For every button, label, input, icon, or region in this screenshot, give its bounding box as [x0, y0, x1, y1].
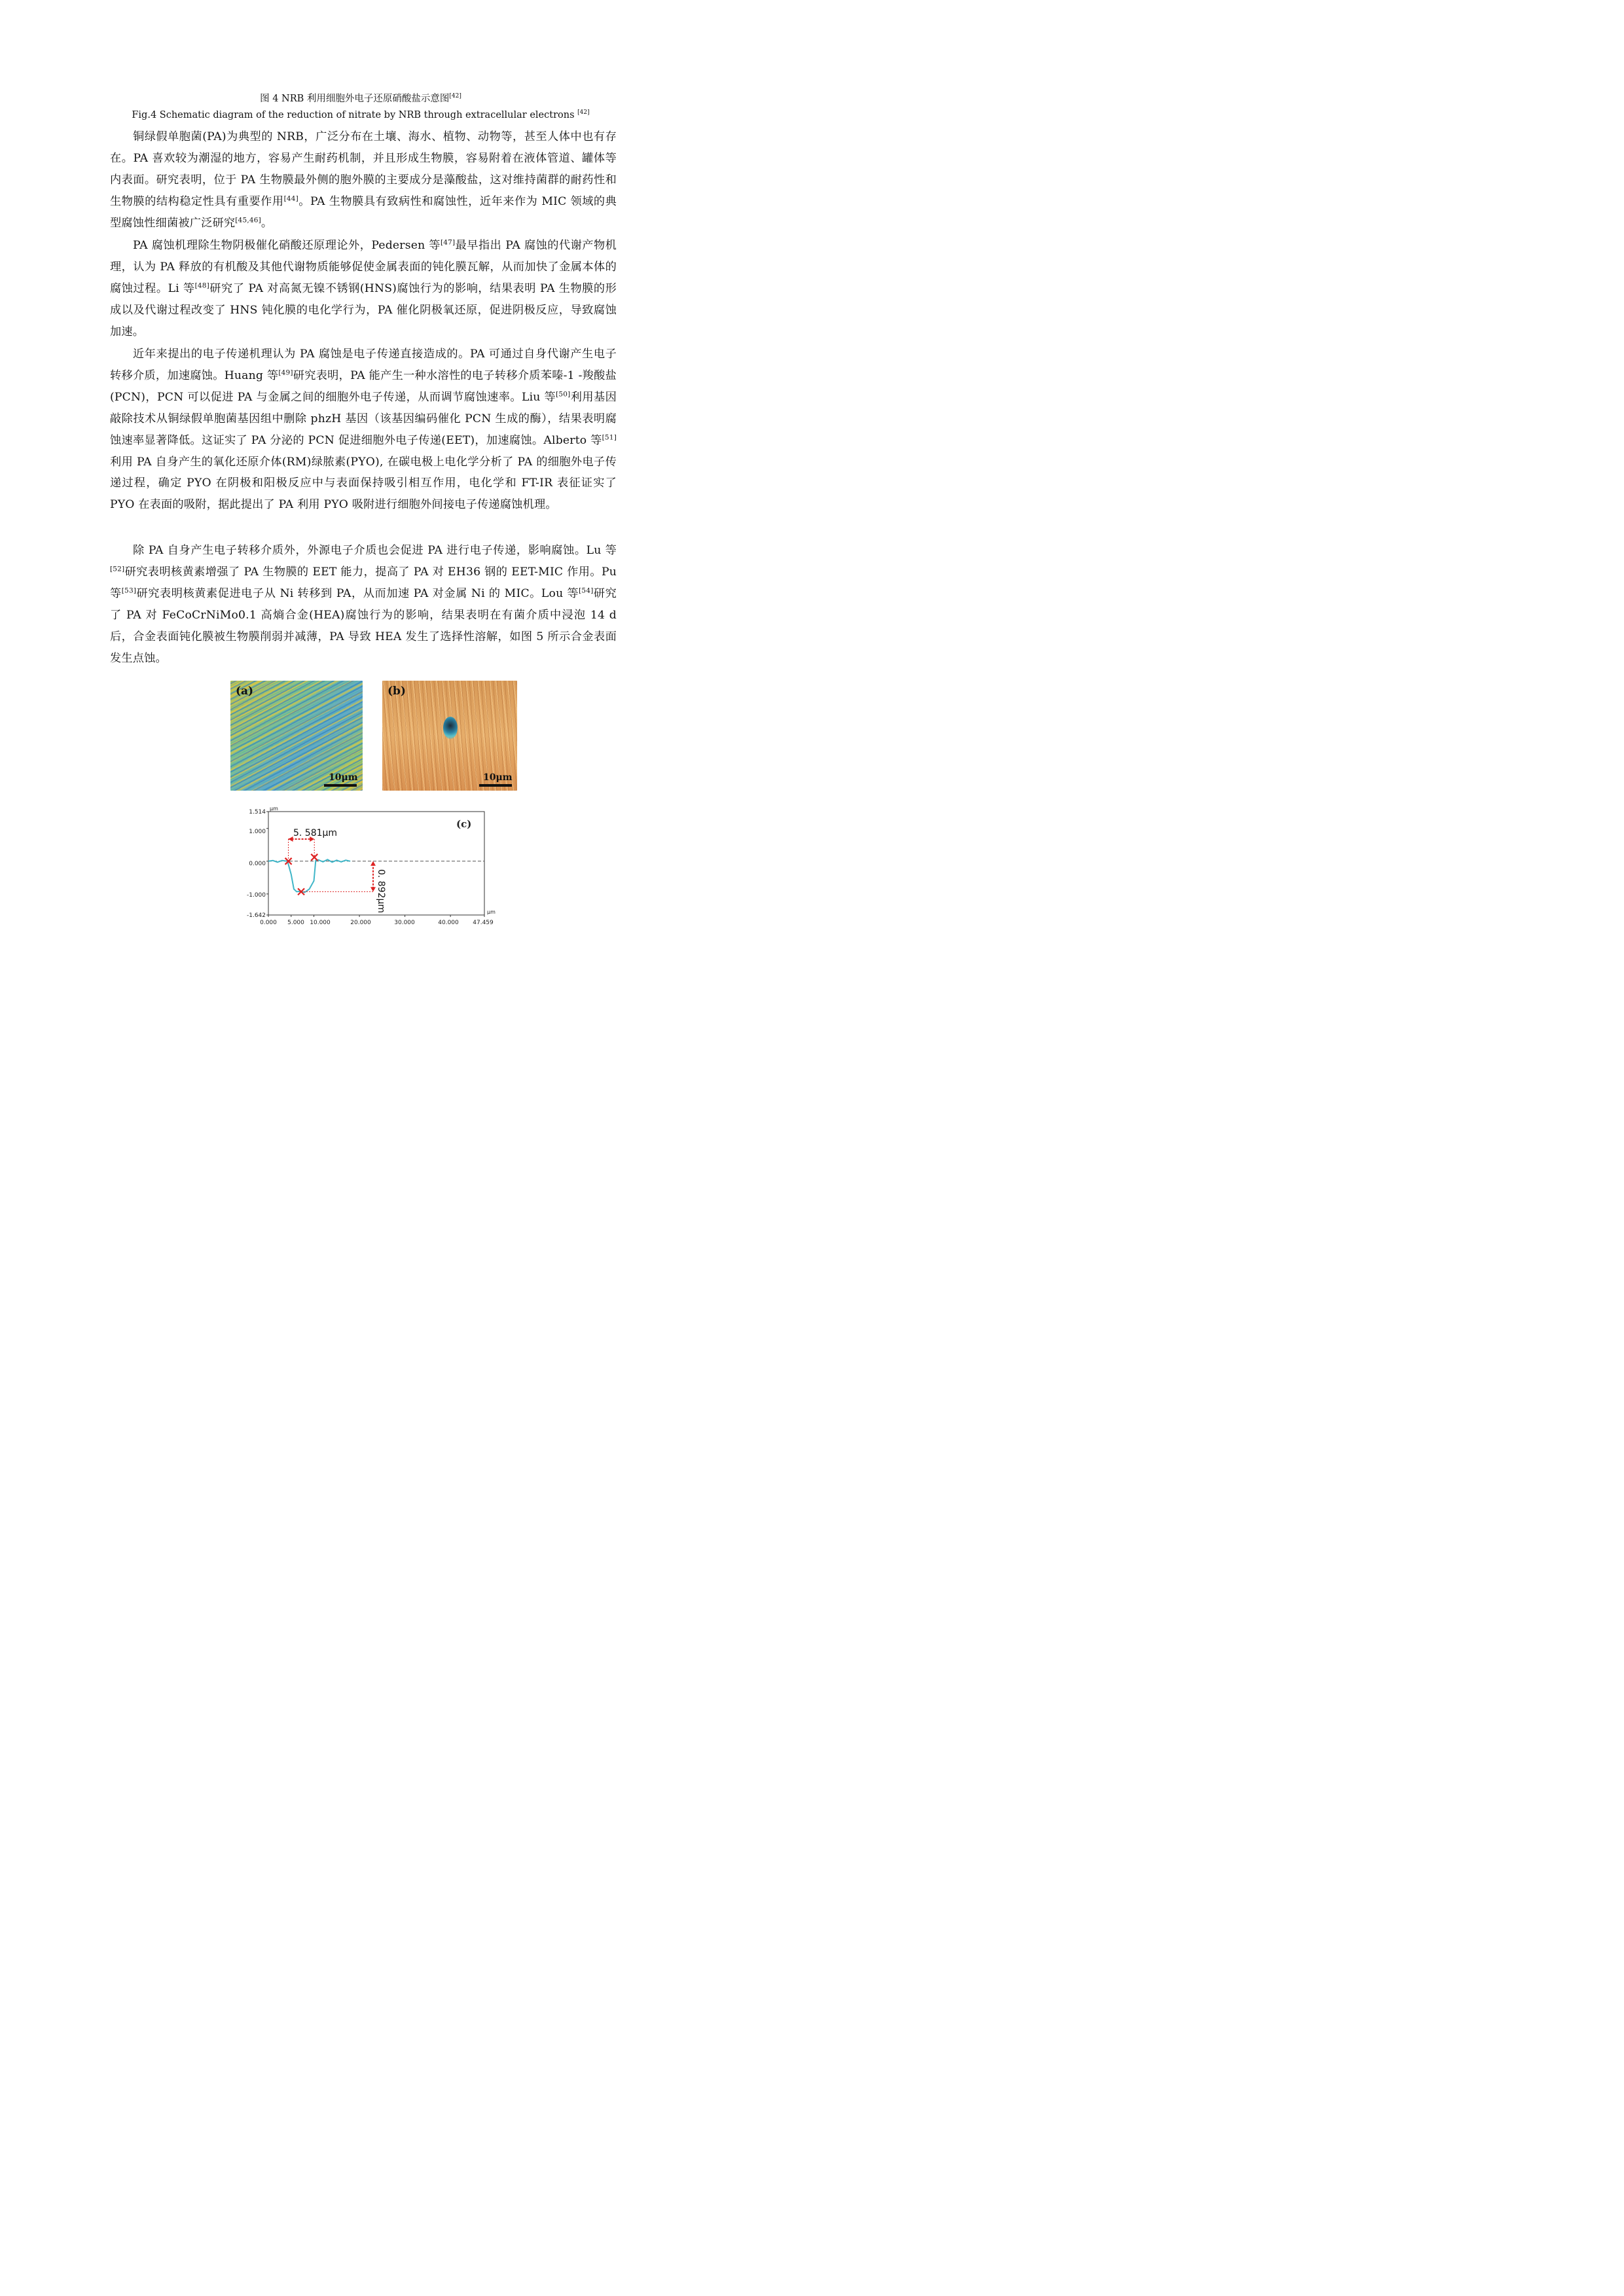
figure-4-caption-en	[0, 109, 721, 120]
citation: [47]	[440, 238, 456, 247]
p2-text-3: 研究了 PA 对高氮无镍不锈钢(HNS)腐蚀行为的影响，结果表明 PA 生物膜的形成以及代谢过程改变了 HNS 钝化膜的电化学行为，PA 催化阴极氧还原，促进阴极反应，导致腐蚀加速。	[110, 281, 617, 338]
p1-text-3: 。	[261, 216, 273, 230]
p1-text-2: 。PA 生物膜具有致病性和腐蚀性，近年来作为 MIC 领域的典型腐蚀性细菌被广泛研究	[110, 194, 617, 230]
panel-c-label: (c)	[456, 818, 472, 830]
citation: [48]	[194, 281, 209, 290]
p1-text-1: 铜绿假单胞菌(PA)为典型的 NRB，广泛分布在土壤、海水、植物、动物等，甚至人体中也有存在。PA 喜欢较为潮湿的地方，容易产生耐药机制，并且形成生物膜，容易附着在液体管道、罐体等内表面。研究表明，位于 PA 生物膜最外侧的胞外膜的主要成分是藻酸盐，这对维持菌群的耐药性和生物膜的结构稳定性具有重要作用	[110, 130, 617, 208]
p3-text-2: 研究表明，PA 能产生一种水溶性的电子转移介质苯嗪-1 -羧酸盐(PCN)，PCN 可以促进 PA 与金属之间的细胞外电子传递，从而调节腐蚀速率。Liu 等	[110, 368, 617, 404]
caption-cn-ref: [42]	[449, 93, 461, 100]
y-tick-label: 1.000	[249, 829, 266, 835]
p2-text-2: 最早指出 PA 腐蚀的代谢产物机理，认为 PA 释放的有机酸及其他代谢物质能够促使金属表面的钝化膜瓦解，从而加快了金属本体的腐蚀过程。Li 等	[110, 239, 617, 295]
x-tick-label: 30.000	[394, 920, 415, 926]
depth-annotation: 0. 892μm	[376, 869, 386, 914]
citation: [53]	[121, 586, 137, 595]
citation: [44]	[283, 194, 298, 202]
x-tick-label: 20.000	[350, 920, 371, 926]
y-axis-unit: μm	[270, 806, 278, 812]
width-arrow-head-left	[289, 836, 293, 842]
micrograph-panel-a	[230, 681, 363, 791]
panel-a-label: (a)	[236, 685, 254, 698]
corrosion-pit	[443, 717, 458, 739]
figure-4-caption-cn	[0, 91, 721, 105]
citation: [45,46]	[235, 215, 261, 224]
p3-text-1: 近年来提出的电子传递机理认为 PA 腐蚀是电子传递直接造成的。PA 可通过自身代谢产生电子转移介质，加速腐蚀。Huang 等	[110, 348, 617, 382]
x-axis-unit: μm	[487, 909, 496, 915]
citation: [51]	[602, 433, 617, 441]
x-tick-label: 5.000	[287, 920, 304, 926]
paragraph-4	[110, 540, 617, 669]
p2-text-1: PA 腐蚀机理除生物阴极催化硝酸还原理论外，Pedersen 等	[133, 239, 441, 252]
panel-a-scale-label: 10μm	[329, 772, 358, 783]
p4-text-4: 研究了 PA 对 FeCoCrNiMo0.1 高熵合金(HEA)腐蚀行为的影响，结果表明在有菌介质中浸泡 14 d 后，合金表面钝化膜被生物膜削弱并减薄，PA 导致 HEA 发生了选择性溶解，如图 5 所示合金表面发生点蚀。	[110, 586, 617, 665]
x-tick-label: 10.000	[310, 920, 331, 926]
x-tick-label: 40.000	[438, 920, 459, 926]
depth-arrow-head-bottom	[370, 887, 376, 891]
caption-en-ref: [42]	[577, 109, 590, 116]
citation: [49]	[278, 368, 293, 377]
caption-cn-text: 图 4 NRB 利用细胞外电子还原硝酸盐示意图	[260, 94, 450, 104]
p3-text-4: 利用 PA 自身产生的氧化还原介体(RM)绿脓素(PYO), 在碳电极上电化学分析了 PA 的细胞外电子传递过程，确定 PYO 在阴极和阳极反应中与表面保持吸引相互作用，电化学和 FT-IR 表征证实了 PYO 在表面的吸附，据此提出了 PA 利用 PYO 吸附进行细胞外间接电子传递腐蚀机理。	[110, 455, 617, 512]
y-tick-label: -1.000	[246, 892, 266, 899]
citation: [54]	[579, 586, 594, 595]
y-tick-label: -1.642	[246, 912, 266, 919]
profile-series-line	[268, 859, 350, 892]
x-tick-label: 0.000	[260, 920, 277, 926]
y-tick-label: 1.514	[249, 809, 266, 816]
p4-text-1: 除 PA 自身产生电子转移介质外，外源电子介质也会促进 PA 进行电子传递，影响腐蚀。Lu 等	[133, 544, 617, 557]
p4-text-2: 研究表明核黄素增强了 PA 生物膜的 EET 能力，提高了 PA 对 EH36 钢的 EET-MIC 作用。Pu 等	[110, 565, 617, 600]
depth-arrow-head-top	[370, 861, 376, 866]
x-tick-label: 47.459	[473, 920, 494, 926]
caption-en-text: Fig.4 Schematic diagram of the reduction of nitrate by NRB through extracellular electrons	[132, 109, 578, 120]
width-annotation: 5. 581μm	[293, 828, 338, 838]
panel-b-scale-label: 10μm	[483, 772, 513, 783]
panel-b-label: (b)	[388, 685, 406, 698]
depth-profile-chart	[237, 805, 499, 936]
micrograph-panel-b	[382, 681, 517, 791]
paragraph-3	[110, 344, 617, 516]
panel-b-scale-bar	[479, 784, 512, 787]
p4-text-3: 研究表明核黄素促进电子从 Ni 转移到 PA，从而加速 PA 对金属 Ni 的 MIC。Lou 等	[136, 586, 579, 600]
panel-a-scale-bar	[324, 784, 357, 787]
citation: [50]	[556, 390, 571, 399]
paragraph-1	[110, 126, 617, 234]
paragraph-2	[110, 235, 617, 343]
y-tick-label: 0.000	[249, 861, 266, 867]
p3-text-3: 利用基因敲除技术从铜绿假单胞菌基因组中删除 phzH 基因（该基因编码催化 PCN 生成的酶），结果表明腐蚀速率显著降低。这证实了 PA 分泌的 PCN 促进细胞外电子传递(EET)，加速腐蚀。Alberto 等	[110, 390, 617, 447]
citation: [52]	[110, 565, 125, 573]
